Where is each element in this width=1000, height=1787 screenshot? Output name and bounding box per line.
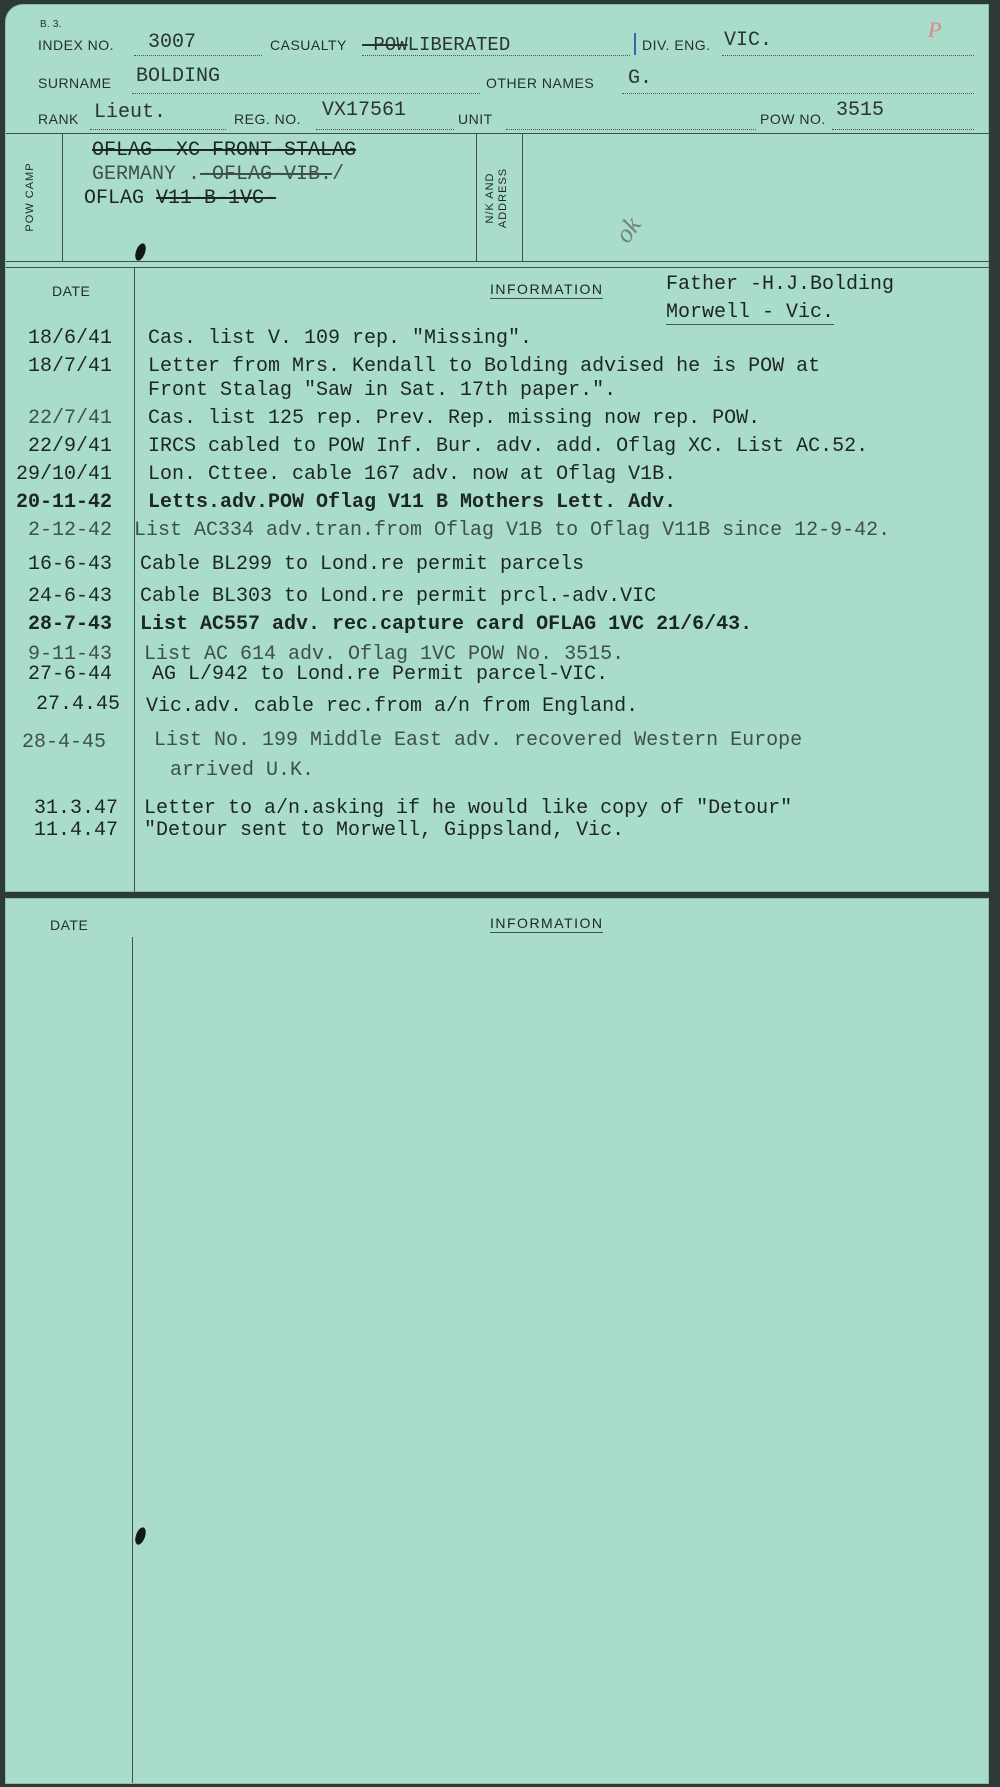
entry-date: 27-6-44 <box>27 663 112 686</box>
casualty-value <box>362 34 510 56</box>
entry-text: List AC334 adv.tran.from Oflag V1B to Oflag V11B since 12-9-42. <box>134 519 891 542</box>
pencil-tick <box>634 33 636 55</box>
entry-text: Front Stalag "Saw in Sat. 17th paper.". <box>148 379 617 402</box>
entry-text: "Detour sent to Morwell, Gippsland, Vic. <box>144 819 625 842</box>
index-no-value: 3007 <box>148 31 197 54</box>
reg-no-value: VX17561 <box>322 99 407 122</box>
surname-line <box>132 93 480 94</box>
entry-text: IRCS cabled to POW Inf. Bur. adv. add. Oflag XC. List AC.52. <box>148 435 869 458</box>
entry-date: 28-4-45 <box>21 731 106 754</box>
entry-text: AG L/942 to Lond.re Permit parcel-VIC. <box>152 663 609 686</box>
unit-label: UNIT <box>458 111 493 127</box>
other-names-value: G. <box>628 67 653 90</box>
entry-text: Lon. Cttee. cable 167 adv. now at Oflag V1B. <box>148 463 677 486</box>
entry-text: Vic.adv. cable rec.from a/n from England. <box>146 695 639 718</box>
div-eng-label: DIV. ENG. <box>642 37 711 53</box>
camp-line-1: OFLAG--XC FRONT-STALAG <box>92 139 357 162</box>
other-names-label: OTHER NAMES <box>486 75 595 91</box>
camp-mid-rule <box>476 133 477 261</box>
info-top-rule-2 <box>6 267 990 268</box>
entry-date: 16-6-43 <box>27 553 112 576</box>
nk-address-line2: ADDRESS <box>497 167 509 229</box>
punch-hole <box>133 1526 148 1546</box>
pow-camp-label: POW CAMP <box>24 162 36 232</box>
entry-text: Cas. list V. 109 rep. "Missing". <box>148 327 533 350</box>
form-code: B. 3. <box>40 19 62 30</box>
casualty-struck: -POW <box>362 34 408 56</box>
next-of-kin-line1: Father -H.J.Bolding <box>666 273 895 296</box>
camp-line-2: GERMANY .-OFLAG-VIB./ <box>92 163 345 186</box>
record-card-back <box>5 898 989 1784</box>
reg-no-line <box>316 129 454 130</box>
pow-no-line <box>832 129 974 130</box>
index-no-label: INDEX NO. <box>38 37 115 53</box>
information-header: INFORMATION <box>490 915 604 931</box>
info-top-rule-1 <box>6 261 990 262</box>
entry-date: 11.4.47 <box>33 819 118 842</box>
reg-no-label: REG. NO. <box>234 111 302 127</box>
information-header: INFORMATION <box>490 281 604 297</box>
casualty-current: LIBERATED <box>407 34 511 56</box>
entry-text: arrived U.K. <box>170 759 315 782</box>
entry-date: 9-11-43 <box>27 643 112 666</box>
nk-address-line1: N/K AND <box>484 172 496 224</box>
surname-value: BOLDING <box>136 65 221 88</box>
casualty-label: CASUALTY <box>270 37 347 53</box>
div-eng-value: VIC. <box>724 29 773 52</box>
entry-date: 24-6-43 <box>27 585 112 608</box>
entry-text: Letter from Mrs. Kendall to Bolding advised he is POW at <box>148 355 821 378</box>
entry-date: 28-7-43 <box>27 613 112 636</box>
entry-date: 18/6/41 <box>27 327 112 350</box>
camp-right-rule <box>522 133 523 261</box>
pow-no-label: POW NO. <box>760 111 826 127</box>
entry-text: Cas. list 125 rep. Prev. Rep. missing now rep. POW. <box>148 407 761 430</box>
unit-line <box>506 129 756 130</box>
index-no-line <box>134 55 262 56</box>
entry-text: Cable BL303 to Lond.re permit prcl.-adv.VIC <box>140 585 657 608</box>
rank-line <box>90 129 226 130</box>
other-names-line <box>622 93 974 94</box>
camp-top-rule <box>6 133 990 134</box>
entry-date: 20-11-42 <box>15 491 112 514</box>
date-column-rule <box>132 937 133 1783</box>
entry-text: List AC 614 adv. Oflag 1VC POW No. 3515. <box>144 643 625 666</box>
entry-text: List AC557 adv. rec.capture card OFLAG 1VC 21/6/43. <box>140 613 753 636</box>
nk-address-label <box>484 143 510 253</box>
date-header: DATE <box>52 283 91 299</box>
entry-date: 22/9/41 <box>27 435 112 458</box>
entry-date: 27.4.45 <box>35 693 120 716</box>
camp-line-3: OFLAG V11-B-1VC- <box>84 187 277 210</box>
entry-text: Letts.adv.POW Oflag V11 B Mothers Lett. Adv. <box>148 491 677 514</box>
date-header: DATE <box>50 917 89 933</box>
entry-date: 31.3.47 <box>33 797 118 820</box>
next-of-kin-line2: Morwell - Vic. <box>666 301 835 324</box>
record-card-front <box>5 4 989 892</box>
entry-date: 18/7/41 <box>27 355 112 378</box>
rank-label: RANK <box>38 111 79 127</box>
punch-hole <box>133 242 148 262</box>
div-eng-line <box>722 55 974 56</box>
rank-value: Lieut. <box>94 101 167 124</box>
pencil-scribble: ok <box>608 211 647 249</box>
pow-no-value: 3515 <box>836 99 885 122</box>
entry-text: Cable BL299 to Lond.re permit parcels <box>140 553 585 576</box>
entry-text: Letter to a/n.asking if he would like copy of "Detour" <box>144 797 793 820</box>
entry-date: 29/10/41 <box>15 463 112 486</box>
entry-date: 22/7/41 <box>27 407 112 430</box>
entry-date: 2-12-42 <box>27 519 112 542</box>
date-column-rule <box>134 267 135 893</box>
entry-text: List No. 199 Middle East adv. recovered Western Europe <box>154 729 803 752</box>
red-pencil-mark: P <box>928 17 942 42</box>
surname-label: SURNAME <box>38 75 112 91</box>
camp-left-rule <box>62 133 63 261</box>
